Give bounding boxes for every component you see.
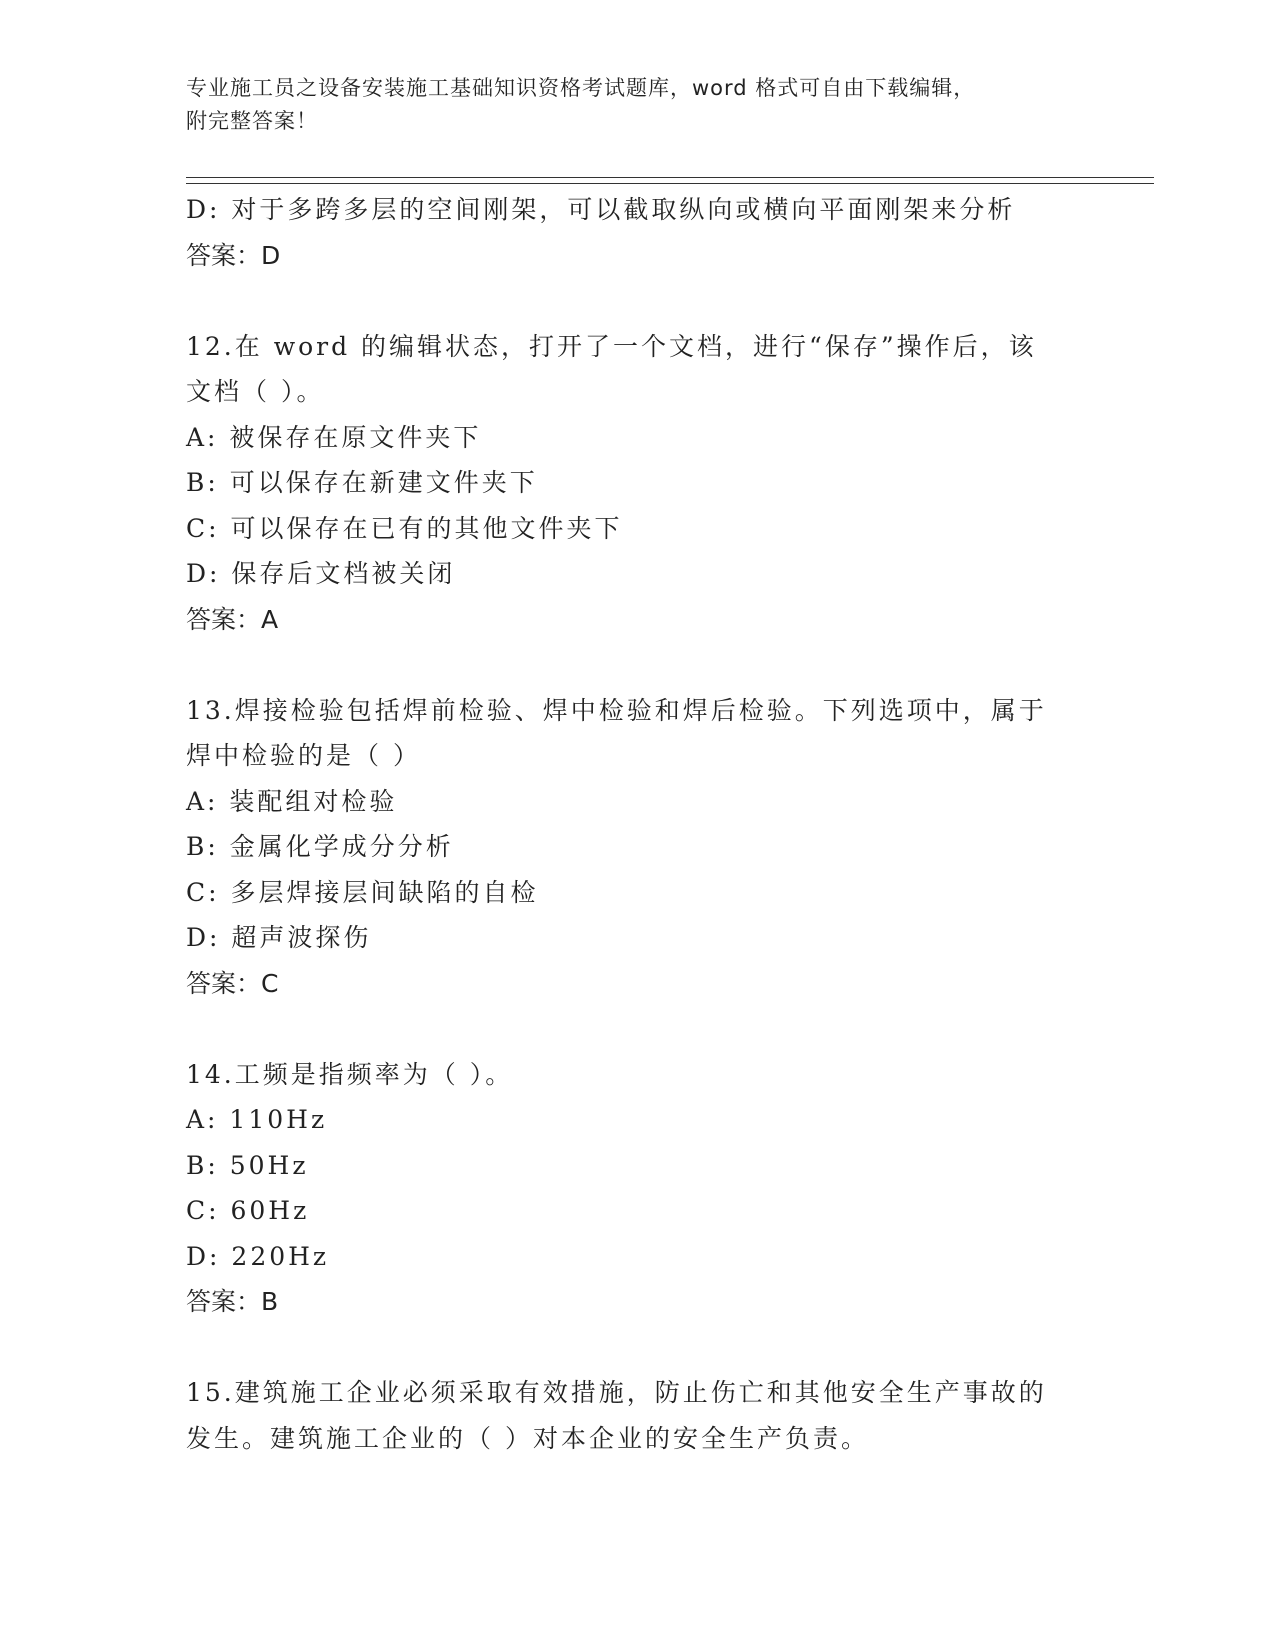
question-text-line: 文档（ ）。 xyxy=(186,377,325,406)
question-list xyxy=(186,187,1086,1461)
option-b: B: 金属化学成分分析 xyxy=(186,832,454,861)
option-a: A: 被保存在原文件夹下 xyxy=(186,422,482,452)
carryover-answer: 答案：D xyxy=(186,240,281,270)
question-text-line: 焊中检验的是（ ） xyxy=(186,741,421,770)
question-14 xyxy=(186,1052,1086,1325)
answer: 答案：B xyxy=(186,1287,279,1316)
option-a: A: 110Hz xyxy=(186,1105,328,1134)
option-c: C: 多层焊接层间缺陷的自检 xyxy=(186,877,539,907)
carryover-option-d: D: 对于多跨多层的空间刚架，可以截取纵向或横向平面刚架来分析 xyxy=(186,195,1016,224)
option-d: D: 超声波探伤 xyxy=(186,923,372,952)
question-text-line: 13.焊接检验包括焊前检验、焊中检验和焊后检验。下列选项中，属于 xyxy=(186,695,1047,725)
question-15 xyxy=(186,1370,1086,1461)
option-b: B: 可以保存在新建文件夹下 xyxy=(186,468,538,497)
spacer xyxy=(186,1325,1086,1371)
answer: 答案：C xyxy=(186,968,279,998)
question-text-line: 发生。建筑施工企业的（ ）对本企业的安全生产负责。 xyxy=(186,1423,869,1453)
option-d: D: 220Hz xyxy=(186,1241,330,1271)
option-c: C: 可以保存在已有的其他文件夹下 xyxy=(186,513,623,543)
option-b: B: 50Hz xyxy=(186,1150,309,1180)
document-header xyxy=(186,72,1066,138)
header-rule-bottom xyxy=(186,183,1154,184)
option-c: C: 60Hz xyxy=(186,1196,310,1225)
spacer xyxy=(186,1006,1086,1052)
header-title-line-2: 附完整答案！ xyxy=(186,109,318,133)
question-text-line: 12.在 word 的编辑状态，打开了一个文档，进行“保存”操作后，该 xyxy=(186,331,1037,361)
option-a: A: 装配组对检验 xyxy=(186,786,398,816)
question-text-line: 15.建筑施工企业必须采取有效措施，防止伤亡和其他安全生产事故的 xyxy=(186,1378,1047,1407)
option-d: D: 保存后文档被关闭 xyxy=(186,559,456,588)
question-13 xyxy=(186,688,1086,1007)
question-12 xyxy=(186,324,1086,643)
spacer xyxy=(186,278,1086,324)
header-rule-top xyxy=(186,177,1154,178)
header-title-line-1: 专业施工员之设备安装施工基础知识资格考试题库，word 格式可自由下载编辑， xyxy=(186,76,976,100)
question-text-line: 14.工频是指频率为（ ）。 xyxy=(186,1059,514,1089)
answer: 答案：A xyxy=(186,604,279,634)
spacer xyxy=(186,642,1086,688)
